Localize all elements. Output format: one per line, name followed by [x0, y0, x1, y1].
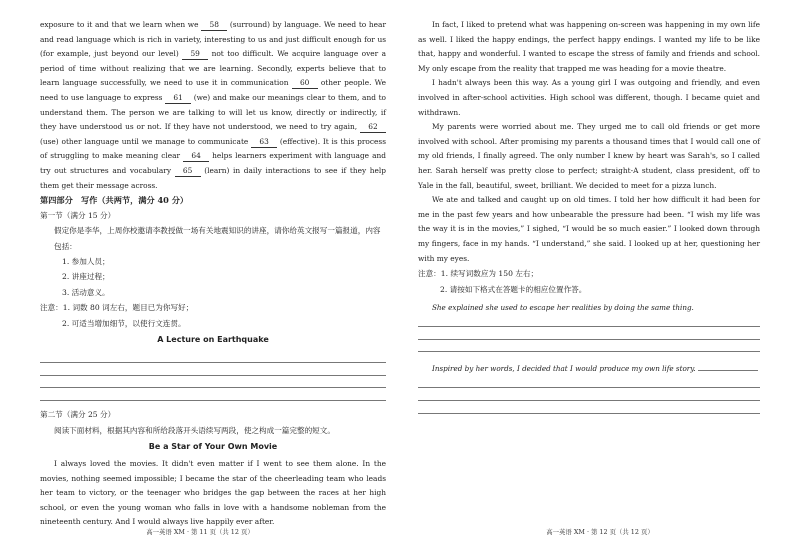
answer-line[interactable]	[418, 375, 760, 388]
blank-61[interactable]: 61	[165, 92, 191, 104]
section2-prompt: 阅读下面材料，根据其内容和所给段落开头语续写两段，使之构成一篇完整的短文。	[54, 425, 335, 435]
answer-lines[interactable]	[40, 350, 386, 401]
section1-heading: 第一节（满分 15 分）	[40, 210, 116, 220]
part4-heading: 第四部分 写作（共两节，满分 40 分）	[40, 195, 189, 206]
essay-title: A Lecture on Earthquake	[157, 334, 269, 344]
continuation-note: 注意：1. 续写词数应为 150 左右；	[418, 269, 539, 279]
answer-line[interactable]	[40, 363, 386, 376]
story-paragraph: My parents were worried about me. They urged me to call old friends or get more involved with school. After promising my parents a thousand times that I would call one of my old friends, I finally agreed. The only number I knew by heart was Sarah's, so I called her. Sarah herself was pretty close to perfect; straight-A student, class president, off to Yale in the fall, beautiful, sweet, brilliant. We decided to meet for a pizza lunch.	[418, 122, 760, 190]
page-footer: 高一英语 XM · 第 12 页（共 12 页）	[546, 528, 654, 536]
continuation-note: 2. 请按如下格式在答题卡的相应位置作答。	[440, 284, 587, 294]
blank-59[interactable]: 59	[182, 48, 208, 60]
paragraph-start-2: Inspired by her words, I decided that I would produce my own life story.	[432, 364, 696, 374]
story-paragraph: I hadn't always been this way. As a young girl I was outgoing and friendly, and even involved in after-school activities. High school was different, though. I became quiet and withdrawn.	[418, 78, 760, 117]
section1-point: 2. 讲座过程；	[62, 272, 110, 282]
blank-62[interactable]: 62	[360, 121, 386, 133]
paragraph-start-1: She explained she used to escape her realities by doing the same thing.	[432, 302, 694, 312]
passage-text: (learn) in daily interactions to see if they help them get their message across.	[40, 165, 386, 190]
answer-line[interactable]	[418, 314, 760, 327]
passage-text: (effective). It is this process of struggling to make meaning clear	[40, 136, 386, 161]
answer-line[interactable]	[40, 376, 386, 389]
section1-note: 注意：1. 词数 80 词左右，题目已为你写好；	[40, 303, 194, 313]
answer-lines[interactable]	[418, 375, 760, 413]
answer-line[interactable]	[418, 340, 760, 353]
passage-text: exposure to it and that we learn when we	[40, 20, 202, 29]
passage-text: other people. We need to use language to express	[40, 78, 387, 102]
section1-prompt: 假定你是李华，上周你校邀请李教授做一场有关地震知识的讲座，请你给英文报写一篇报道，内容包括：	[54, 226, 381, 251]
cloze-passage	[40, 18, 386, 193]
answer-line[interactable]	[698, 370, 758, 371]
blank-64[interactable]: 64	[183, 150, 209, 162]
paragraph-start-2-row	[418, 362, 760, 375]
passage-text: helps learners experiment with language and try out structures and vocabulary	[40, 151, 386, 175]
section1-point: 3. 活动意义。	[62, 287, 110, 297]
story-paragraph: We ate and talked and caught up on old times. I told her how difficult it had been for me in the past few years and how unbearable the pressure had been. “I wish my life was the way it is in the movies,” I sighed, “I would be so much easier.” I looked down through my fingers, face in my hands. “I understand,” she said. I looked up at her, questioning her with my eyes.	[418, 195, 760, 263]
passage-text: not too difficult. We acquire language over a period of time without realizing that we are learning. Secondly, experts believe that to learn language successfully, we need to use it in communication	[40, 49, 386, 88]
passage-text: (surround) by language. We need to hear and read language which is rich in variety, interesting to us and just difficult enough for us (for example, just beyond our level)	[40, 20, 386, 59]
section2-heading: 第二节（满分 25 分）	[40, 410, 116, 420]
section1-note: 2. 可适当增加细节，以使行文连贯。	[62, 318, 186, 328]
answer-line[interactable]	[418, 401, 760, 414]
blank-58[interactable]: 58	[201, 19, 227, 31]
story-title: Be a Star of Your Own Movie	[148, 441, 278, 451]
page-footer: 高一英语 XM · 第 11 页（共 12 页）	[146, 528, 254, 536]
answer-lines[interactable]	[418, 314, 760, 352]
story-paragraph: I always loved the movies. It didn't even matter if I went to see them alone. In the movies, nothing seemed impossible; I became the star of the cheerleading team who leads her team to victory, or the teenager who bridges the gap between the races at her high school, or even the young woman who falls in love with a handsome nobleman from the nineteenth century. And I would always live happily ever after.	[40, 458, 386, 527]
blank-63[interactable]: 63	[251, 136, 277, 148]
answer-line[interactable]	[418, 388, 760, 401]
blank-60[interactable]: 60	[292, 77, 318, 89]
passage-text: (we) and make our meanings clear to them, and to understand them. The person we are talking to will let us know, directly or indirectly, if they have understood us or not. If they have not understood, we need to try again,	[40, 92, 386, 132]
blank-65[interactable]: 65	[175, 165, 201, 177]
story-paragraph: In fact, I liked to pretend what was happening on-screen was happening in my own life as well. I liked the happy endings, the perfect happy endings. I wanted my life to be like that, happy and wonderful. I wanted to escape the stress of family and friends and school. My only escape from the reality that trapped me was heading for a movie theatre.	[418, 20, 760, 73]
answer-line[interactable]	[418, 327, 760, 340]
page-12	[400, 0, 800, 550]
section1-point: 1. 参加人员；	[62, 256, 110, 266]
answer-line[interactable]	[40, 388, 386, 401]
passage-text: (use) other language until we manage to communicate	[40, 136, 252, 146]
answer-line[interactable]	[40, 350, 386, 363]
